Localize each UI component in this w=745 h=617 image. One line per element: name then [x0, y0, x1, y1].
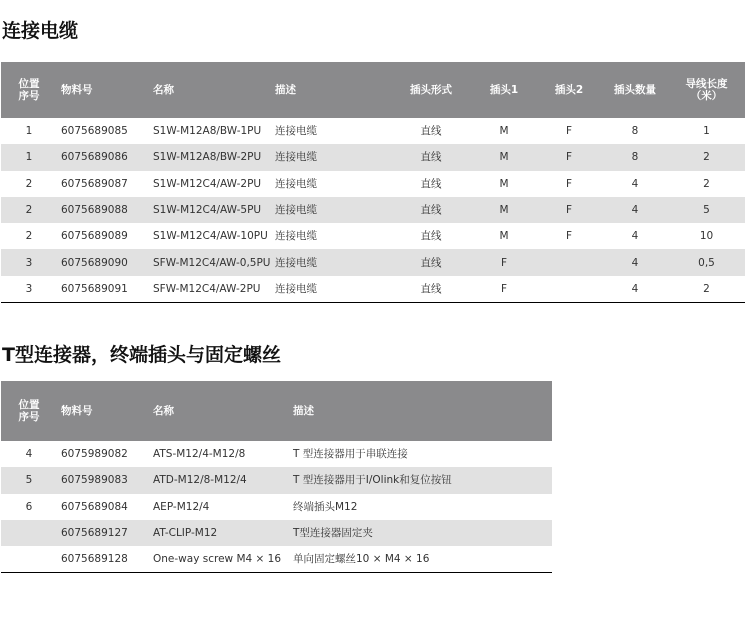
table-row	[1, 171, 745, 197]
section-title-connectors: T型连接器，终端插头与固定螺丝	[2, 344, 281, 366]
table-cell: ATD-M12/8-M12/4	[149, 467, 289, 493]
table-cell: 直线	[420, 177, 442, 190]
table-cell: 4	[631, 230, 639, 243]
table-row	[1, 249, 745, 275]
table-cell: 5	[668, 197, 745, 223]
table-cell: 连接电缆	[275, 230, 317, 243]
table-cell: 直线	[390, 197, 472, 223]
table-cell: 2	[1, 197, 57, 223]
table-cell: 5	[1, 467, 57, 493]
table-cell: F	[565, 125, 573, 138]
section-title-cables: 连接电缆	[2, 20, 79, 42]
table-cell: 2	[25, 230, 33, 243]
table-cell: ATS-M12/4-M12/8	[153, 448, 246, 461]
table-cell: 6075689084	[61, 500, 128, 513]
table-cell: 单向固定螺丝10 × M4 × 16	[293, 553, 430, 566]
table-cell: 1	[703, 125, 710, 138]
table-cell: 6075689088	[57, 197, 149, 223]
table-cell: M	[499, 125, 509, 138]
column-header: 名称	[149, 381, 289, 441]
connector-table	[1, 381, 552, 573]
table-cell: One-way screw M4 × 16	[153, 553, 282, 566]
table-row	[1, 144, 745, 170]
column-header: 描述	[289, 381, 552, 441]
table-cell: S1W-M12A8/BW-1PU	[153, 125, 262, 138]
table-cell: 连接电缆	[271, 249, 390, 275]
table-cell: T型连接器固定夹	[289, 520, 552, 546]
table-cell: 连接电缆	[271, 197, 390, 223]
table-cell: 4	[602, 197, 668, 223]
table-cell: AT-CLIP-M12	[149, 520, 289, 546]
table-cell: 0,5	[668, 249, 745, 275]
table-row	[1, 118, 745, 144]
table-header-row	[1, 381, 552, 441]
table-cell: 8	[602, 144, 668, 170]
table-cell: 3	[1, 249, 57, 275]
table-cell: S1W-M12C4/AW-10PU	[153, 230, 268, 243]
column-header: 插头数量	[602, 62, 668, 118]
table-cell: 6075689090	[57, 249, 149, 275]
table-cell: S1W-M12C4/AW-5PU	[149, 197, 271, 223]
table-cell: 直线	[390, 144, 472, 170]
table-row	[1, 494, 552, 520]
column-header: 插头1	[472, 62, 536, 118]
table-cell: 2	[668, 144, 745, 170]
column-header: 位置 序号	[1, 381, 57, 441]
table-cell	[1, 546, 57, 573]
table-cell: 6075689127	[57, 520, 149, 546]
cable-table	[1, 62, 745, 303]
table-row	[1, 520, 552, 546]
table-cell: 6075989083	[57, 467, 149, 493]
column-header: 插头2	[536, 62, 602, 118]
table-cell: 2	[25, 177, 33, 190]
table-cell: M	[499, 177, 509, 190]
table-cell: M	[472, 197, 536, 223]
table-cell: 10	[699, 230, 714, 243]
table-row	[1, 441, 552, 467]
table-cell: 1	[25, 125, 33, 138]
table-cell: 连接电缆	[275, 125, 317, 138]
table-cell: 直线	[420, 125, 442, 138]
table-cell: 4	[631, 177, 639, 190]
table-cell: 6075689089	[61, 230, 128, 243]
table-cell: 直线	[390, 249, 472, 275]
table-row	[1, 467, 552, 493]
table-cell: 6075689086	[57, 144, 149, 170]
table-cell: 3	[25, 282, 33, 295]
table-cell	[536, 276, 602, 303]
table-cell: 4	[602, 249, 668, 275]
table-cell: T 型连接器用于串联连接	[293, 448, 408, 461]
table-cell: 终端插头M12	[293, 500, 358, 513]
table-cell: 6075689128	[61, 553, 128, 566]
table-cell: 连接电缆	[271, 144, 390, 170]
table-cell: M	[472, 144, 536, 170]
column-header: 名称	[149, 62, 271, 118]
table-cell: 4	[631, 282, 639, 295]
table-cell	[536, 249, 602, 275]
table-cell: F	[536, 144, 602, 170]
table-row	[1, 276, 745, 303]
column-header: 描述	[271, 62, 390, 118]
table-cell: T 型连接器用于I/Olink和复位按钮	[289, 467, 552, 493]
table-cell: S1W-M12A8/BW-2PU	[149, 144, 271, 170]
table-row	[1, 223, 745, 249]
table-cell: F	[500, 282, 508, 295]
table-cell: S1W-M12C4/AW-2PU	[153, 177, 262, 190]
column-header: 物料号	[57, 62, 149, 118]
table-cell: F	[565, 230, 573, 243]
table-cell: 6075989082	[61, 448, 128, 461]
table-cell: 2	[703, 282, 710, 295]
table-cell: F	[565, 177, 573, 190]
table-cell: 连接电缆	[275, 177, 317, 190]
table-cell: 1	[1, 144, 57, 170]
table-cell: 6	[25, 500, 33, 513]
column-header: 插头形式	[390, 62, 472, 118]
table-row	[1, 546, 552, 573]
table-cell: SFW-M12C4/AW-0,5PU	[149, 249, 271, 275]
table-cell: 连接电缆	[275, 282, 317, 295]
table-row	[1, 197, 745, 223]
table-cell: 4	[25, 448, 33, 461]
table-cell: F	[472, 249, 536, 275]
table-cell: 6075689091	[61, 282, 128, 295]
table-cell: 6075689087	[61, 177, 128, 190]
table-cell: AEP-M12/4	[153, 500, 210, 513]
table-header-row	[1, 62, 745, 118]
table-cell: 直线	[420, 230, 442, 243]
table-cell: 6075689085	[61, 125, 128, 138]
table-cell: 直线	[420, 282, 442, 295]
table-cell: SFW-M12C4/AW-2PU	[153, 282, 261, 295]
table-cell: F	[536, 197, 602, 223]
table-cell: 8	[631, 125, 639, 138]
column-header: 导线长度 （米）	[668, 62, 745, 118]
table-cell	[1, 520, 57, 546]
table-cell: 2	[703, 177, 710, 190]
table-cell: M	[499, 230, 509, 243]
column-header: 物料号	[57, 381, 149, 441]
column-header: 位置 序号	[1, 62, 57, 118]
